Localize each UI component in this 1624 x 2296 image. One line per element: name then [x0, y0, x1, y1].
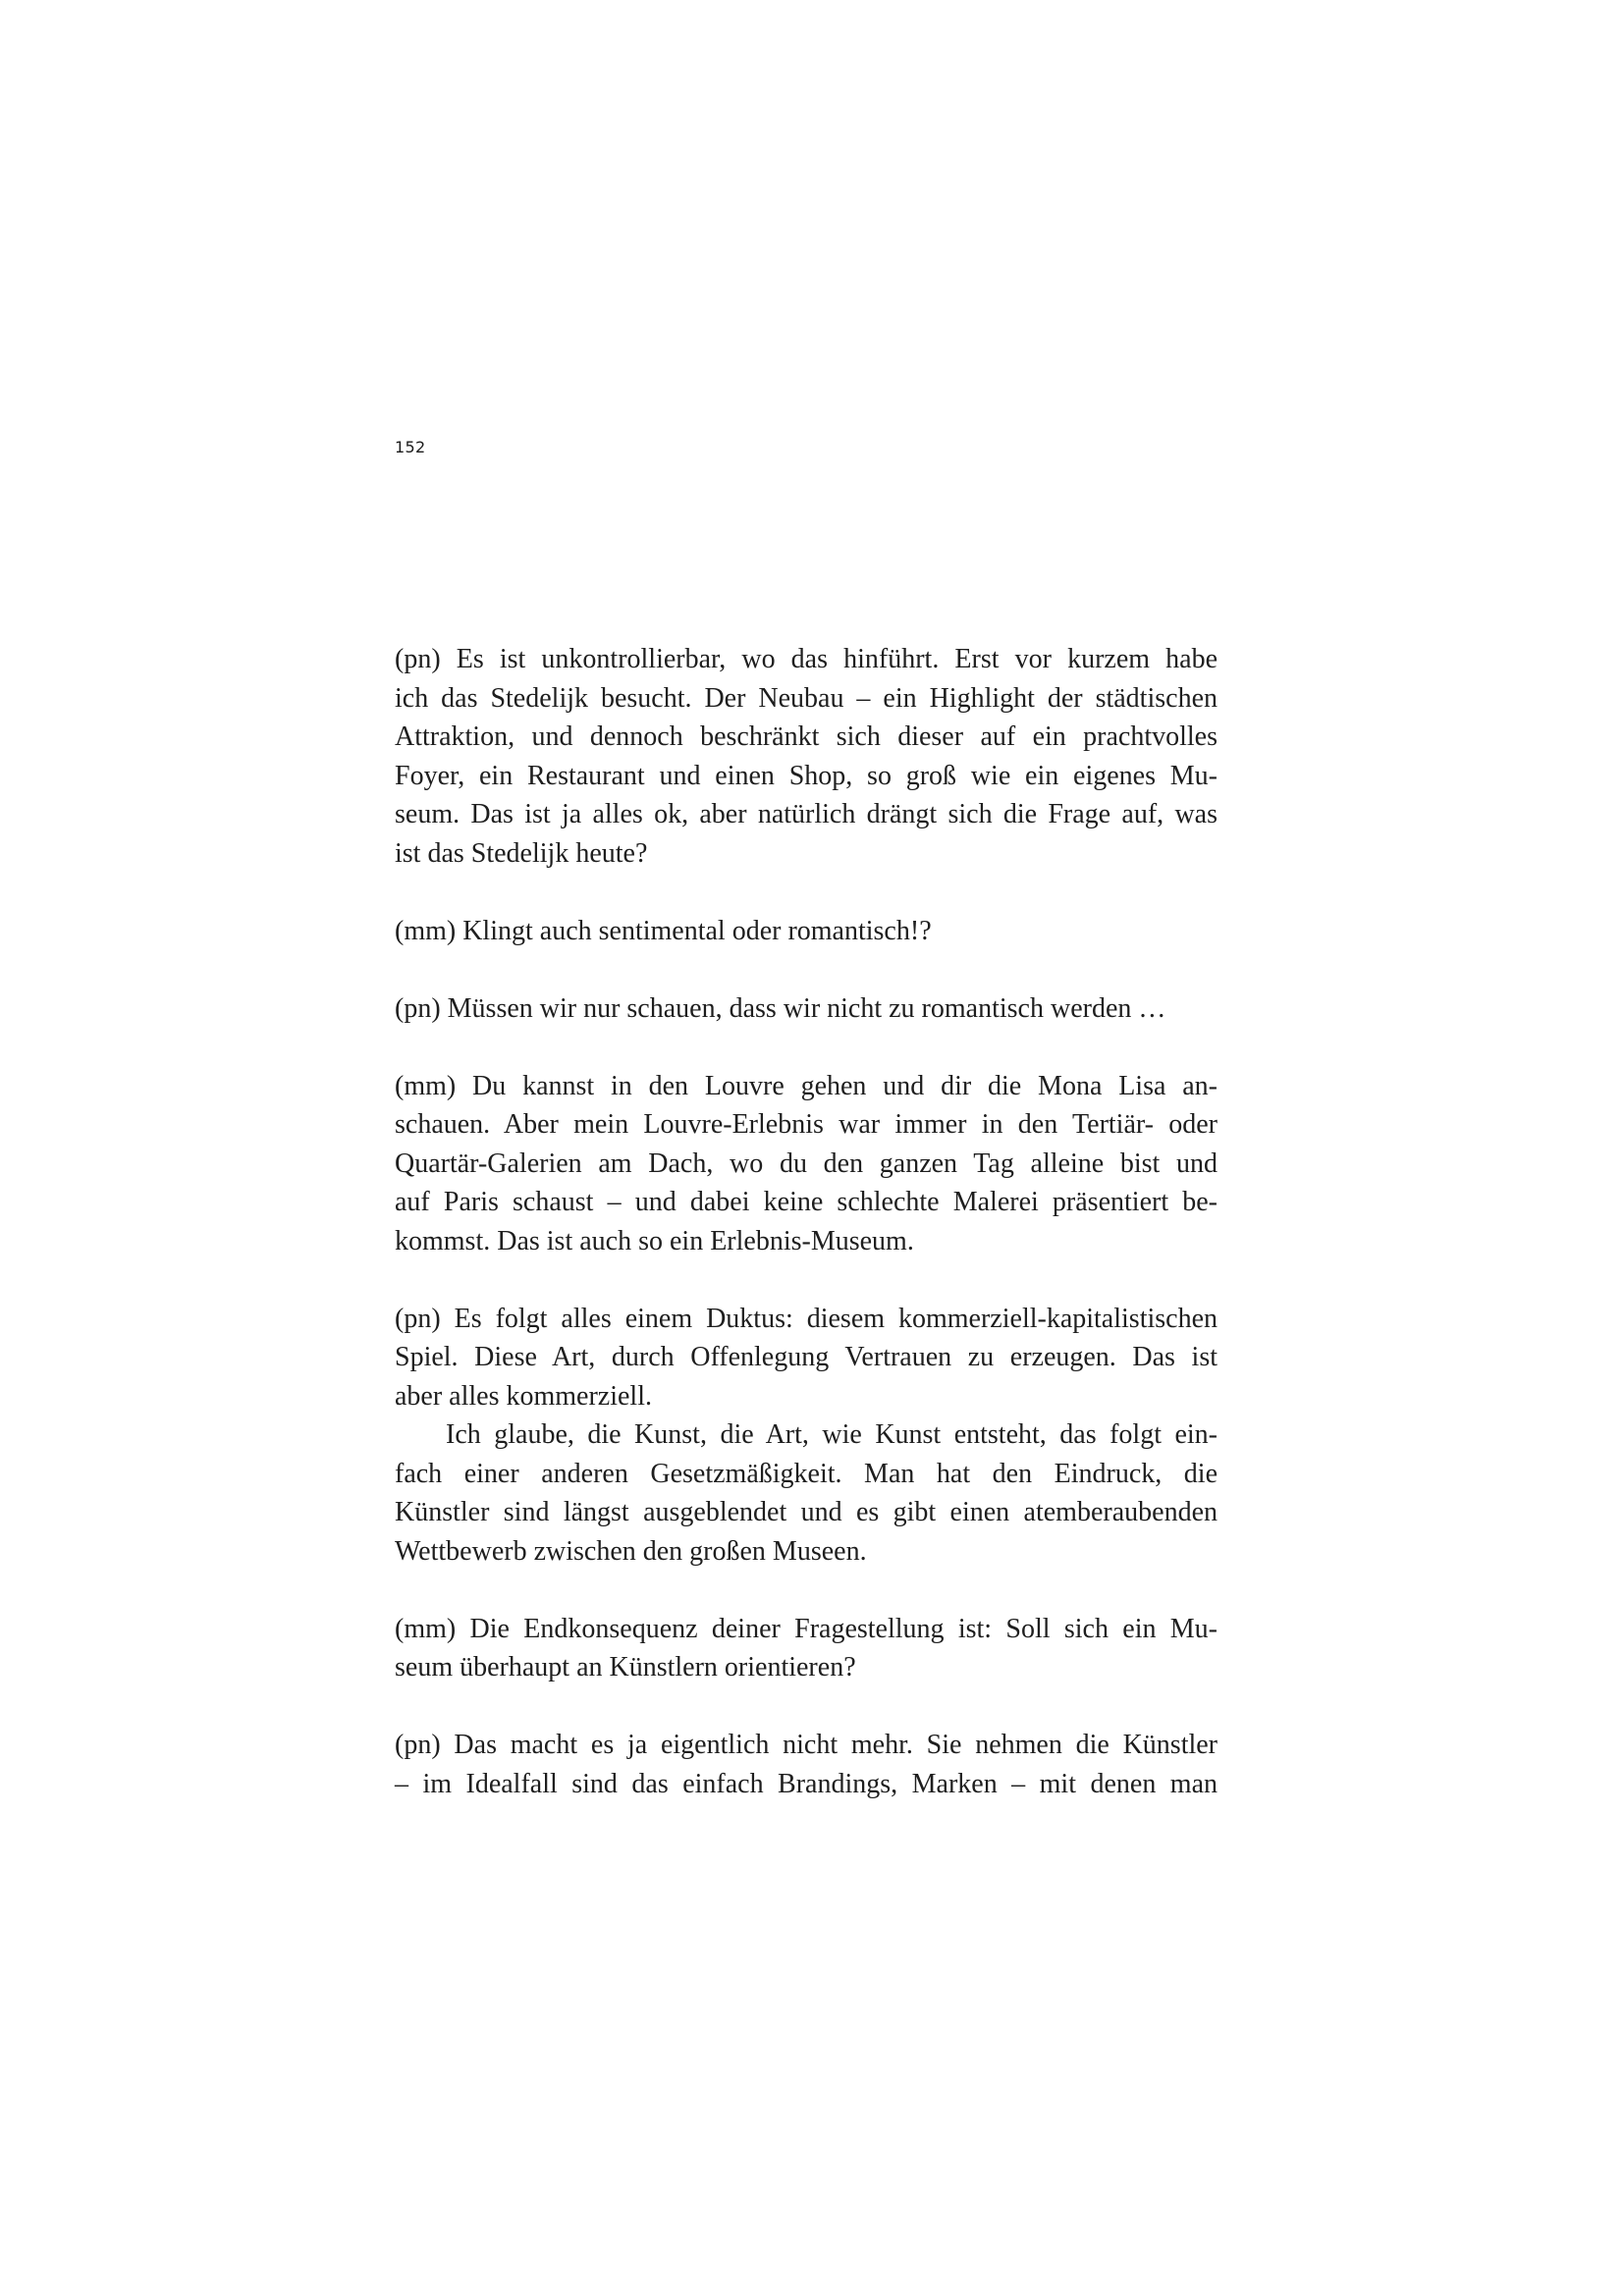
- text-line: auf Paris schaust – und dabei keine schlechte Malerei präsentiert be-: [395, 1187, 1218, 1217]
- text-line: (mm) Klingt auch sentimental oder romantisch!?: [395, 915, 932, 946]
- text-line: Quartär-Galerien am Dach, wo du den ganzen Tag alleine bist und: [395, 1148, 1218, 1179]
- text-line: Spiel. Diese Art, durch Offenlegung Vertrauen zu erzeugen. Das ist: [395, 1342, 1218, 1372]
- paragraph-pn-duktus: [395, 1300, 1218, 1572]
- text-line: – im Idealfall sind das einfach Brandings, Marken – mit denen man: [395, 1768, 1218, 1799]
- text-line: fach einer anderen Gesetzmäßigkeit. Man hat den Eindruck, die: [395, 1458, 1218, 1489]
- text-line: Foyer, ein Restaurant und einen Shop, so groß wie ein eigenes Mu-: [395, 760, 1218, 791]
- text-line: (pn) Das macht es ja eigentlich nicht mehr. Sie nehmen die Künstler: [395, 1730, 1218, 1760]
- text-line: (pn) Es ist unkontrollierbar, wo das hinführt. Erst vor kurzem habe: [395, 644, 1218, 674]
- text-line: ich das Stedelijk besucht. Der Neubau – ein Highlight der städtischen: [395, 682, 1218, 714]
- paragraph-pn-romantisch: [395, 989, 1218, 1029]
- paragraph-pn-stedelijk: [395, 640, 1218, 873]
- text-line: Ich glaube, die Kunst, die Art, wie Kunst entsteht, das folgt ein-: [446, 1419, 1218, 1450]
- text-line: schauen. Aber mein Louvre-Erlebnis war immer in den Tertiär- oder: [395, 1109, 1218, 1140]
- interview-text: [395, 640, 1218, 1842]
- text-line: Wettbewerb zwischen den großen Museen.: [395, 1535, 867, 1567]
- paragraph-mm-endkonsequenz: [395, 1610, 1218, 1687]
- text-line: (pn) Es folgt alles einem Duktus: diesem kommerziell-kapitalistischen: [395, 1303, 1218, 1334]
- text-line: Künstler sind längst ausgeblendet und es gibt einen atemberaubenden: [395, 1497, 1218, 1527]
- text-line: (pn) Müssen wir nur schauen, dass wir nicht zu romantisch werden …: [395, 992, 1166, 1024]
- text-line: seum. Das ist ja alles ok, aber natürlich drängt sich die Frage auf, was: [395, 799, 1218, 829]
- text-line: seum überhaupt an Künstlern orientieren?: [395, 1652, 856, 1682]
- text-line: (mm) Du kannst in den Louvre gehen und dir die Mona Lisa an-: [395, 1070, 1218, 1101]
- paragraph-mm-sentimental: [395, 912, 1218, 951]
- text-line: Attraktion, und dennoch beschränkt sich dieser auf ein prachtvolles: [395, 721, 1218, 752]
- text-line: (mm) Die Endkonsequenz deiner Fragestellung ist: Soll sich ein Mu-: [395, 1613, 1218, 1644]
- page-number: 152: [395, 438, 426, 456]
- paragraph-mm-louvre: [395, 1067, 1218, 1261]
- text-line: aber alles kommerziell.: [395, 1380, 652, 1412]
- text-line: ist das Stedelijk heute?: [395, 837, 648, 869]
- paragraph-pn-brandings: [395, 1726, 1218, 1803]
- text-line: kommst. Das ist auch so ein Erlebnis-Museum.: [395, 1225, 914, 1256]
